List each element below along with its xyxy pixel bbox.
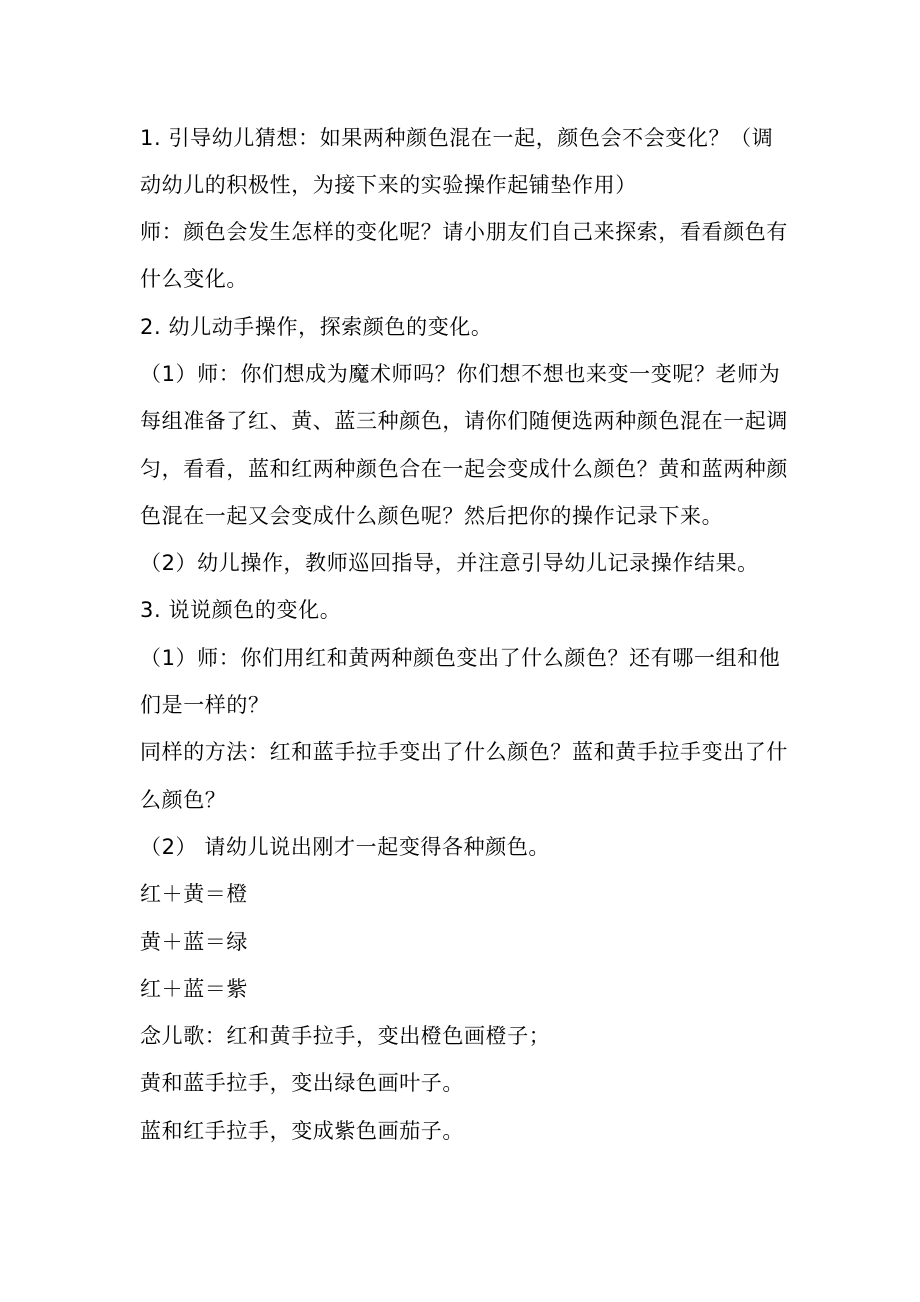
text-line: 们是一样的？ [140,693,270,717]
text-line: 色混在一起又会变成什么颜色呢？然后把你的操作记录下来。 [140,504,724,528]
text-line: 同样的方法：红和蓝手拉手变出了什么颜色？蓝和黄手拉手变出了什 [140,740,788,764]
text-line: 黄＋蓝＝绿 [140,930,248,954]
text-line: 动幼儿的积极性，为接下来的实验操作起铺垫作用） [140,173,637,197]
text-line: 蓝和红手拉手，变成紫色画茄子。 [140,1119,464,1143]
text-line: 念儿歌：红和黄手拉手，变出橙色画橙子； [140,1024,551,1048]
text-line: 红＋蓝＝紫 [140,977,248,1001]
text-line: （1）师：你们想成为魔术师吗？你们想不想也来变一变呢？老师为 [140,362,781,386]
text-line: 3. 说说颜色的变化。 [140,598,342,622]
text-line: 什么变化。 [140,267,248,291]
text-line: （1）师：你们用红和黄两种颜色变出了什么颜色？还有哪一组和他 [140,646,781,670]
text-line: 匀，看看，蓝和红两种颜色合在一起会变成什么颜色？黄和蓝两种颜 [140,457,788,481]
text-line: （2） 请幼儿说出刚才一起变得各种颜色。 [140,835,551,859]
text-line: 黄和蓝手拉手，变出绿色画叶子。 [140,1071,464,1095]
text-line: 么颜色？ [140,788,227,812]
text-line: 红＋黄＝橙 [140,882,248,906]
text-line: 2. 幼儿动手操作，探索颜色的变化。 [140,315,493,339]
text-line: 1. 引导幼儿猜想：如果两种颜色混在一起，颜色会不会变化？（调 [140,126,774,150]
text-line: 师：颜色会发生怎样的变化呢？请小朋友们自己来探索，看看颜色有 [140,220,788,244]
text-line: （2）幼儿操作，教师巡回指导，并注意引导幼儿记录操作结果。 [140,551,759,575]
text-line: 每组准备了红、黄、蓝三种颜色，请你们随便选两种颜色混在一起调 [140,409,788,433]
